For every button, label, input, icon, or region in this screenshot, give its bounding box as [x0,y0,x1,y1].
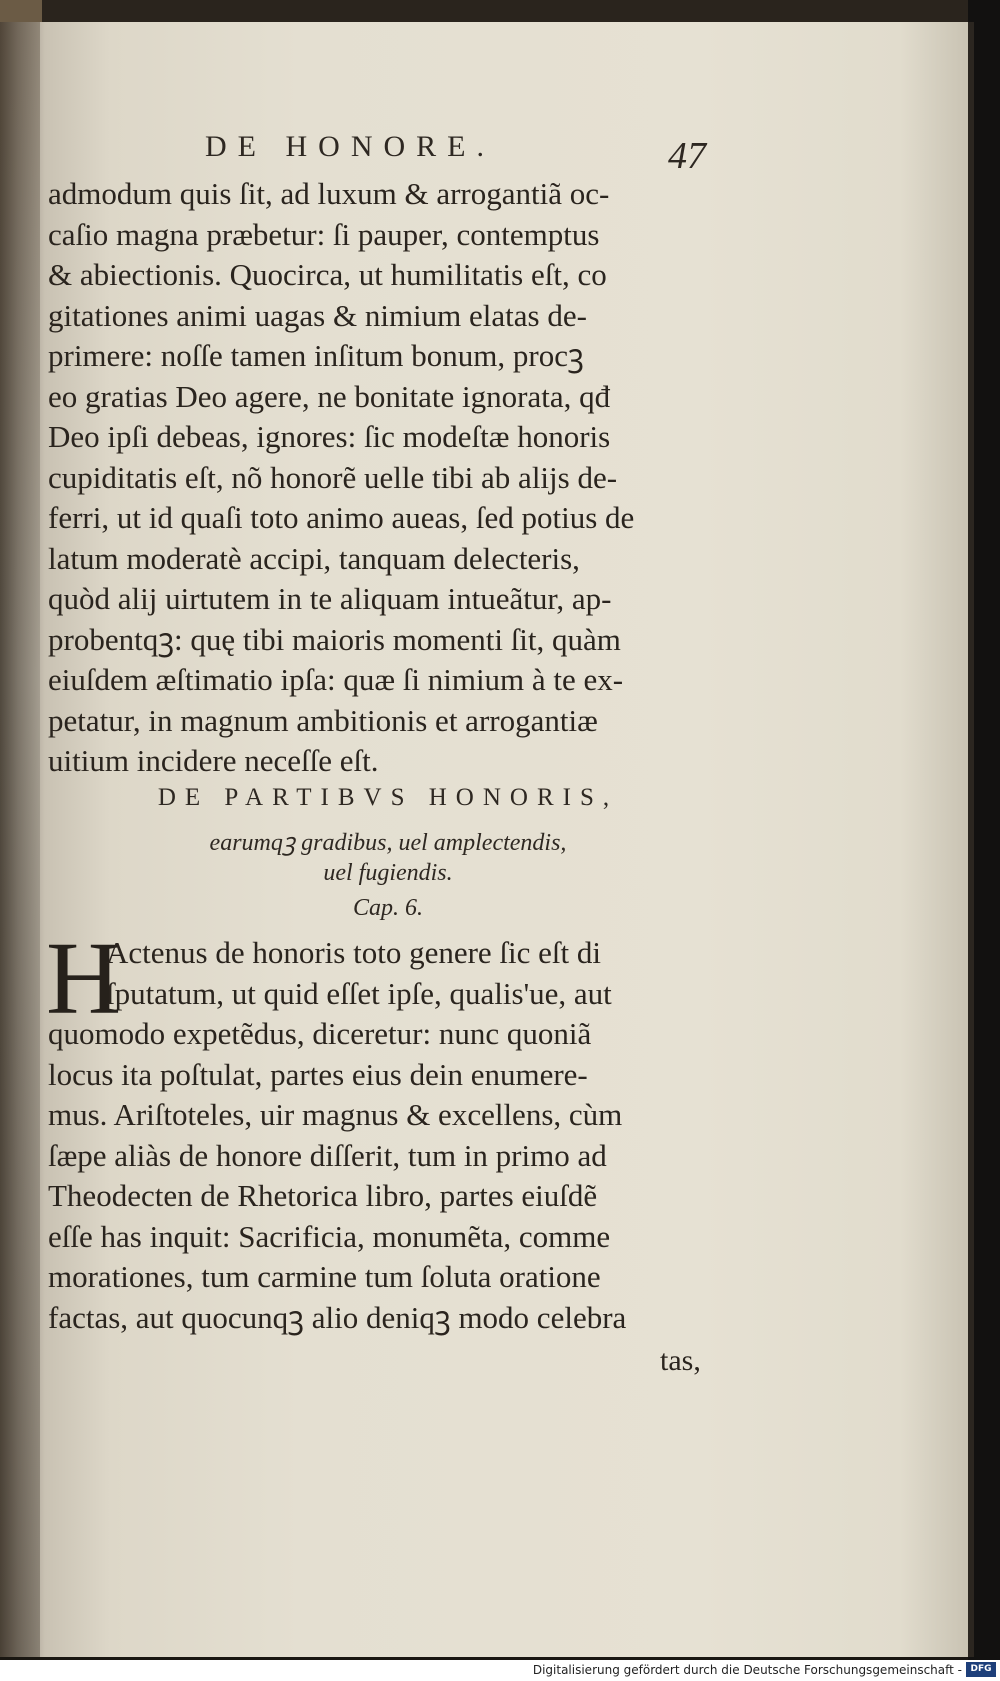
paragraph-2 [46,921,728,1338]
scan-top-edge [0,0,1000,22]
text-line: gitationes animi uagas & nimium elatas de- [48,297,587,333]
dfg-logo: DFG [966,1662,996,1677]
paragraph-1 [48,174,728,782]
chapter-number: Cap. 6. [352,895,423,921]
text-line: cupiditatis eſt, nõ honorẽ uelle tibi ab aliјs de- [48,459,618,495]
running-head: DE HONORE. [205,130,495,163]
text-line: ſputatum, ut quid eſſet ipſe, qualis'ue, aut [106,975,612,1011]
digitization-footer [0,1660,1000,1681]
text-line: quomodo expetẽdus, diceretur: nunc quoniã [48,1016,592,1051]
text-line: eo gratias Deo agere, ne bonitate ignorata, qđ [48,378,611,414]
text-line: admodum quis ſit, ad luxum & arrogantiã oc- [48,176,610,211]
text-line: morationes, tum carmine tum ſoluta oratione [48,1259,601,1294]
text-line: & abiectionis. Quocirca, ut humilitatis eſt, co [48,257,607,292]
text-line: mus. Ariſtoteles, uir magnus & excellens, cùm [48,1097,623,1132]
scan-corner [0,0,42,22]
text-line: quòd aliј uirtutem in te aliquam intueãtur, ap- [48,581,612,616]
text-line: locus ita poſtulat, partes eius dein enumere- [48,1056,588,1092]
catchword: tas, [660,1344,701,1377]
text-line: primere: noſſe tamen inſitum bonum, procꝫ [48,338,584,373]
chapter-subheading: earumqꝫ gradibus, uel amplectendis, [209,830,567,856]
text-line: Deo ipſi debeas, ignores: ſic modeſtæ honoris [48,419,611,454]
text-line: factas, aut quocunqꝫ alio deniqꝫ modo celebra [48,1299,627,1335]
text-line: caſio magna præbetur: ſi pauper, contemptus [48,216,600,252]
page-number: 47 [668,135,706,177]
chapter-heading: DE PARTIBVS HONORIS, [157,784,619,811]
drop-capital: H [46,921,122,1036]
book-page [0,22,974,1657]
footer-credit: Digitalisierung gefördert durch die Deutsche Forschungsgemeinschaft - [532,1663,962,1677]
text-line: ſæpe aliàs de honore diſſerit, tum in primo ad [48,1137,607,1173]
text-line: probentqꝫ: quę tibi maioris momenti ſit, quàm [48,621,621,657]
text-line: Theodecten de Rhetorica libro, partes eiuſdẽ [48,1178,598,1213]
text-line: petatur, in magnum ambitionis et arrogantiæ [48,702,598,738]
chapter-subheading: uel fugiendis. [323,860,453,886]
text-line: eſſe has inquit: Sacrificia, monumẽta, comme [48,1218,611,1254]
text-line: Actenus de honoris toto genere ſic eſt di [106,935,602,970]
text-line: uitium incidere neceſſe eſt. [48,743,379,778]
text-line: latum moderatè accipi, tanquam delecteris, [48,540,580,576]
text-line: ferri, ut id quaſi toto animo aueas, ſed potius de [48,500,635,535]
text-line: eiuſdem æſtimatio ipſa: quæ ſi nimium à te ex- [48,662,624,697]
